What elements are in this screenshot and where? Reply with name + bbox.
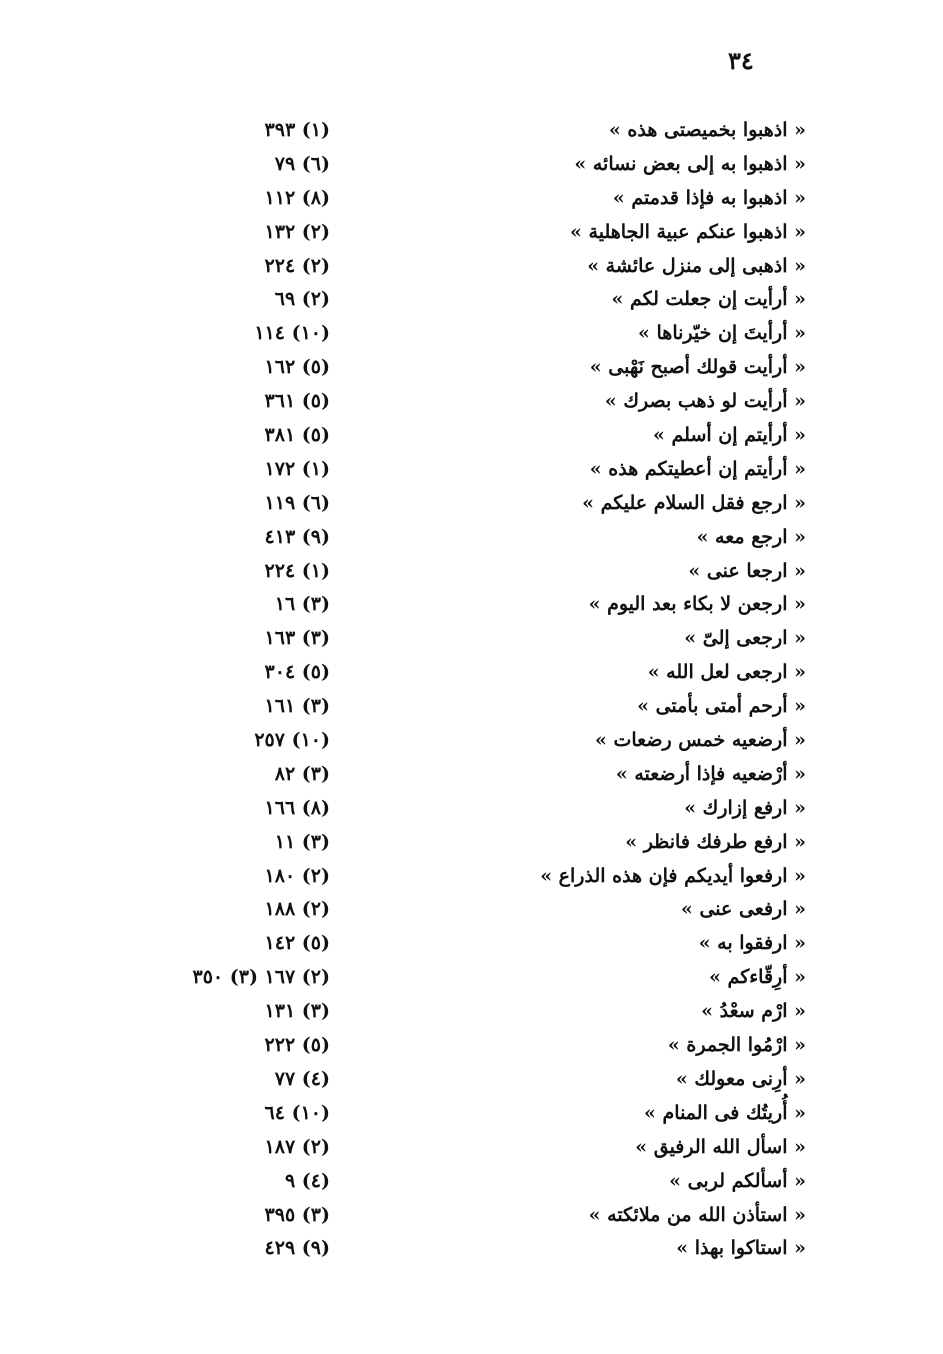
entry-phrase: « ارجع فقل السلام عليكم » xyxy=(582,491,806,514)
entry-references: (٨) ١١٢ xyxy=(264,186,330,209)
entry-references: (١) ٢٢٤ xyxy=(264,559,330,582)
entry-phrase: « اذهبوا به إلى بعض نسائه » xyxy=(574,152,806,175)
index-entry xyxy=(0,929,943,963)
entry-references: (٥) ٣٠٤ xyxy=(264,661,330,684)
index-entry xyxy=(0,184,943,218)
index-entry xyxy=(0,252,943,286)
entry-references: (١٠) ٦٤ xyxy=(264,1101,330,1124)
entry-references: (٢) ٢٢٤ xyxy=(264,254,330,277)
index-entry xyxy=(0,895,943,929)
entry-phrase: « استأذن الله من ملائكته » xyxy=(588,1203,806,1226)
entry-phrase: « اسأل الله الرفيق » xyxy=(635,1135,806,1158)
entry-references: (٩) ٤١٣ xyxy=(264,525,330,548)
index-entry xyxy=(0,1167,943,1201)
index-entry xyxy=(0,1099,943,1133)
entry-references: (٣) ١٣١ xyxy=(264,1000,330,1023)
entry-phrase: « ارجعى لعل الله » xyxy=(647,661,806,684)
entry-phrase: « ارْمُوا الجمرة » xyxy=(667,1034,806,1057)
index-entry xyxy=(0,862,943,896)
entry-phrase: « استاكوا بهذا » xyxy=(676,1237,806,1260)
entry-references: (٦) ٧٩ xyxy=(274,152,330,175)
index-entry xyxy=(0,1031,943,1065)
index-entry xyxy=(0,658,943,692)
entry-references: (٣) ١٦ xyxy=(274,593,330,616)
entry-phrase: « ارجعى إلىّ » xyxy=(684,627,806,650)
entry-phrase: « أرحم أمتى بأمتى » xyxy=(637,695,806,718)
index-entry xyxy=(0,794,943,828)
entry-phrase: « ارْم سعْدُ » xyxy=(701,1000,806,1023)
entry-phrase: « أرْضعيه فإذا أرضعته » xyxy=(615,762,806,785)
entry-phrase: « اذهبوا به فإذا قدمتم » xyxy=(612,186,806,209)
index-entry xyxy=(0,523,943,557)
index-entry xyxy=(0,1065,943,1099)
index-entry xyxy=(0,692,943,726)
entry-phrase: « أرِنى معولك » xyxy=(675,1067,806,1090)
entry-references: (٣) ١٦١ xyxy=(264,695,330,718)
entry-references: (٥) ٢٢٢ xyxy=(264,1034,330,1057)
entry-references: (٢) ١٨٨ xyxy=(264,898,330,921)
entry-phrase: « اذهبى إلى منزل عائشة » xyxy=(587,254,806,277)
entry-references: (٢) ١٣٢ xyxy=(264,220,330,243)
index-list xyxy=(0,116,943,1268)
entry-phrase: « ارجع معه » xyxy=(696,525,806,548)
entry-references: (١٠) ١١٤ xyxy=(254,322,330,345)
entry-references: (٥) ٣٦١ xyxy=(264,390,330,413)
index-entry xyxy=(0,557,943,591)
entry-phrase: « أرِقّاءكم » xyxy=(709,966,806,989)
entry-references: (٣) ٨٢ xyxy=(274,762,330,785)
entry-references: (٦) ١١٩ xyxy=(264,491,330,514)
index-entry xyxy=(0,1133,943,1167)
entry-references: (٨) ١٦٦ xyxy=(264,796,330,819)
index-entry xyxy=(0,760,943,794)
index-entry xyxy=(0,590,943,624)
entry-references: (٣) ٣٩٥ xyxy=(264,1203,330,1226)
entry-references: (٢) ١٦٧ (٣) ٣٥٠ xyxy=(192,966,330,989)
entry-phrase: « أسألكم لربى » xyxy=(669,1169,806,1192)
index-entry xyxy=(0,624,943,658)
entry-references: (٢) ٦٩ xyxy=(274,288,330,311)
index-entry xyxy=(0,489,943,523)
entry-references: (٤) ٩ xyxy=(284,1169,330,1192)
entry-phrase: « ارجعن لا بكاء بعد اليوم » xyxy=(588,593,806,616)
entry-phrase: « اذهبوا عنكم عبية الجاهلية » xyxy=(570,220,806,243)
index-entry xyxy=(0,150,943,184)
entry-phrase: « أُريتُك فى المنام » xyxy=(644,1101,806,1124)
entry-references: (٥) ١٤٢ xyxy=(264,932,330,955)
index-entry xyxy=(0,997,943,1031)
entry-phrase: « أرأيتم إن أسلم » xyxy=(653,424,806,447)
entry-phrase: « أرأيت لو ذهب بصرك » xyxy=(604,390,806,413)
index-entry xyxy=(0,218,943,252)
index-entry xyxy=(0,1201,943,1235)
entry-references: (٢) ١٨٠ xyxy=(264,864,330,887)
entry-references: (٥) ٣٨١ xyxy=(264,424,330,447)
index-entry xyxy=(0,116,943,150)
entry-phrase: « أرأيتَ إن خيّرناها » xyxy=(638,322,806,345)
index-entry xyxy=(0,421,943,455)
entry-references: (٣) ١١ xyxy=(274,830,330,853)
index-entry xyxy=(0,726,943,760)
entry-phrase: « ارفع طرفك فانظر » xyxy=(625,830,806,853)
entry-references: (١) ١٧٢ xyxy=(264,457,330,480)
entry-phrase: « أرأيتم إن أعطيتكم هذه » xyxy=(589,457,806,480)
index-entry xyxy=(0,1234,943,1268)
index-entry xyxy=(0,828,943,862)
index-entry xyxy=(0,319,943,353)
entry-phrase: « أرضعيه خمس رضعات » xyxy=(595,729,806,752)
index-entry xyxy=(0,963,943,997)
entry-phrase: « ارجعا عنى » xyxy=(688,559,806,582)
entry-references: (٥) ١٦٢ xyxy=(264,356,330,379)
entry-phrase: « أرأيت قولك أصبح نَهْبى » xyxy=(589,356,806,379)
entry-references: (٣) ١٦٣ xyxy=(264,627,330,650)
index-entry xyxy=(0,455,943,489)
entry-references: (١) ٣٩٣ xyxy=(264,119,330,141)
entry-references: (١٠) ٢٥٧ xyxy=(254,729,330,752)
entry-phrase: « اذهبوا بخميصتى هذه » xyxy=(608,119,806,141)
entry-references: (٩) ٤٢٩ xyxy=(264,1237,330,1260)
entry-phrase: « ارفقوا به » xyxy=(698,932,806,955)
index-entry xyxy=(0,285,943,319)
index-entry xyxy=(0,387,943,421)
entry-phrase: « ارفعوا أيديكم فإن هذه الذراع » xyxy=(540,864,806,887)
entry-phrase: « ارفعى عنى » xyxy=(680,898,806,921)
entry-phrase: « أرأيت إن جعلت لكم » xyxy=(611,288,806,311)
page-number: ٣٤ xyxy=(728,46,754,75)
entry-phrase: « ارفع إزارك » xyxy=(684,796,806,819)
entry-references: (٤) ٧٧ xyxy=(274,1067,330,1090)
index-entry xyxy=(0,353,943,387)
entry-references: (٢) ١٨٧ xyxy=(264,1135,330,1158)
